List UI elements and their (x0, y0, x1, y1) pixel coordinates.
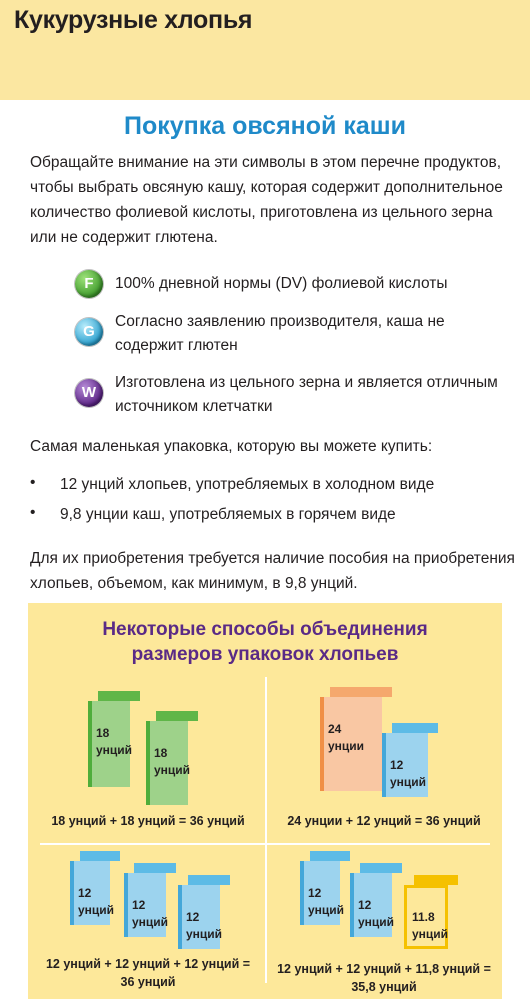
cereal-box (70, 851, 120, 925)
divider-vertical (265, 677, 267, 983)
symbol-text: Согласно заявлению производителя, каша не содержит глютен (115, 313, 445, 354)
box-label: 11.8 унций (412, 910, 449, 941)
combination-caption: 12 унций + 12 унций + 11,8 унций = 35,8 унций (277, 962, 491, 994)
divider-horizontal (40, 843, 490, 845)
box-label: 18 унций (96, 726, 133, 757)
cereal-box (350, 863, 402, 937)
panel-title-line: размеров упаковок хлопьев (131, 644, 399, 665)
combination-caption: 24 унции + 12 унций = 36 унций (287, 814, 481, 828)
panel-title-line: Некоторые способы объединения (102, 619, 428, 640)
bullet-marker: • (30, 474, 36, 491)
cereal-box (88, 691, 140, 787)
intro-paragraph: Обращайте внимание на эти символы в этом перечне продуктов, чтобы выбрать овсяную кашу, которая содержит дополнительное количество фолиевой кислоты, приготовлена из цельного зерна или не содержит глютена. (30, 154, 503, 246)
box-label: 12 унций (132, 898, 169, 929)
smallest-package-intro: Самая маленькая упаковка, которую вы можете купить: (30, 438, 433, 455)
bullet-marker: • (30, 504, 36, 521)
cereal-box (382, 723, 438, 797)
symbol-text: Изготовлена из цельного зерна и является отличным источником клетчатки (115, 374, 498, 415)
folic-acid-badge-icon: F (75, 270, 103, 298)
page-title: Кукурузные хлопья (14, 6, 253, 34)
bullet-text: 12 унций хлопьев, употребляемых в холодном виде (60, 476, 435, 493)
section-title: Покупка овсяной каши (124, 112, 406, 140)
combination-caption: 12 унций + 12 унций + 12 унций = 36 унций (45, 957, 251, 989)
whole-grain-badge-icon: W (75, 379, 103, 407)
panel-title (28, 617, 502, 667)
requirement-paragraph: Для их приобретения требуется наличие пособия на приобретения хлопьев, объемом, как минимум, в 9,8 унций. (30, 550, 515, 592)
combination-caption: 18 унций + 18 унций = 36 унций (51, 814, 245, 828)
symbol-text: 100% дневной нормы (DV) фолиевой кислоты (115, 275, 448, 292)
box-label: 18 унций (154, 746, 191, 777)
gluten-free-badge-icon: G (75, 318, 103, 346)
cereal-box (404, 875, 458, 949)
cereal-box (300, 851, 350, 925)
box-label: 12 унций (390, 758, 427, 789)
box-label: 12 унций (186, 910, 223, 941)
cereal-box (146, 711, 198, 805)
cereal-box (178, 875, 230, 949)
package-combinations-panel (28, 603, 502, 999)
bullet-text: 9,8 унции каш, употребляемых в горячем виде (60, 506, 396, 523)
box-label: 12 унций (78, 886, 115, 917)
box-label: 24 унции (328, 722, 365, 753)
header-banner (0, 0, 530, 100)
cereal-box (124, 863, 176, 937)
box-label: 12 унций (358, 898, 395, 929)
box-label: 12 унций (308, 886, 345, 917)
